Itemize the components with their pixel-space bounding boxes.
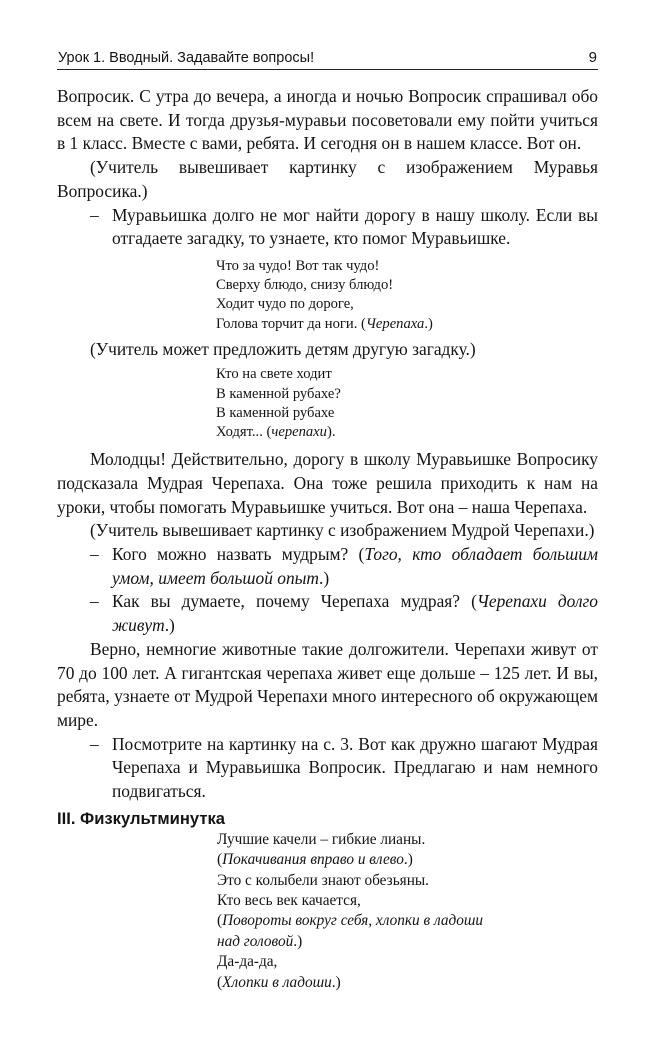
dash-mark: – (90, 733, 99, 754)
riddle-answer: Черепаха (365, 315, 425, 332)
paragraph: (Учитель вывешивает картинку с изображением Муравья Вопросика.) (57, 157, 598, 201)
dash-item: – Кого можно назвать мудрым? (Того, кто обладает большим умом, имеет большой опыт.) (90, 544, 598, 588)
verse-line: Кто на свете ходит (216, 366, 332, 383)
exercise-poem (217, 830, 598, 993)
dash-mark: – (90, 204, 99, 225)
dash-item-text: Посмотрите на картинку на с. 3. Вот как дружно шагают Мудрая Черепаха и Муравьишка Вопросик. Предлагаю и нам немного подвигаться. (112, 733, 598, 802)
movement-note: Повороты вокруг себя, хлопки в ладоши (222, 912, 484, 930)
paragraph: Молодцы! Действительно, дорогу в школу Муравьишке Вопросику подсказала Мудрая Черепаха. Она тоже решила приходить к нам на уроки, чтобы помогать Муравьишке учиться. Вот она – наша Черепаха. (57, 449, 598, 517)
dash-item: – Как вы думаете, почему Черепаха мудрая? (Черепахи долго живут.) (90, 591, 599, 636)
poem-line: Да-да-да, (217, 953, 278, 971)
movement-note: Покачивания вправо и влево (222, 851, 404, 869)
poem-line: (Повороты вокруг себя, хлопки в ладоши (217, 912, 484, 930)
poem-line: Лучшие качели – гибкие лианы. (217, 830, 426, 848)
riddle-verse (216, 257, 598, 334)
paragraph: (Учитель может предложить детям другую загадку.) (90, 338, 476, 359)
verse-line: Ходит чудо по дороге, (216, 296, 354, 313)
dash-mark: – (90, 544, 99, 565)
running-header-title: Урок 1. Вводный. Задавайте вопросы! (58, 50, 315, 66)
verse-line: В каменной рубахе (216, 404, 335, 421)
poem-line: Кто весь век качается, (217, 892, 361, 910)
page-body (57, 85, 598, 993)
paragraph: Верно, немногие животные такие долгожители. Черепахи живут от 70 до 100 лет. А гигантская черепаха живет еще дольше – 125 лет. И вы, ребята, узнаете от Мудрой Черепахи много интересного об окружающем мире. (57, 638, 598, 730)
verse-line: Сверху блюдо, снизу блюдо! (216, 277, 394, 294)
verse-line: Голова торчит да ноги. (Черепаха.) (216, 315, 433, 332)
answer-italic: Того, кто обладает большим умом, имеет большой опыт (112, 544, 598, 588)
paragraph: Вопросик. С утра до вечера, а иногда и ночью Вопросик спрашивал обо всем на свете. И тогда друзья-муравьи посоветовали ему пойти учиться в 1 класс. Вместе с вами, ребята. И сегодня он в нашем классе. Вот он. (57, 86, 598, 154)
poem-line: над головой.) (217, 932, 303, 950)
verse-line: Что за чудо! Вот так чудо! (216, 257, 380, 274)
answer-italic: Черепахи долго живут (112, 591, 599, 636)
poem-line: (Покачивания вправо и влево.) (217, 851, 413, 869)
book-page (57, 0, 598, 1048)
movement-note: над головой (217, 932, 294, 950)
running-header (57, 47, 598, 70)
dash-item (57, 204, 598, 251)
dash-mark: – (90, 591, 99, 612)
page-number: 9 (588, 49, 597, 66)
poem-line: Это с колыбели знают обезьяны. (217, 871, 429, 889)
paragraph: (Учитель вывешивает картинку с изображением Мудрой Черепахи.) (90, 520, 595, 541)
dash-item-text: Муравьишка долго не мог найти дорогу в нашу школу. Если вы отгадаете загадку, то узнаете, кто помог Муравьишке. (112, 204, 598, 249)
section-heading: III. Физкультминутка (57, 808, 225, 828)
verse-line: В каменной рубахе? (216, 385, 341, 402)
movement-note: Хлопки в ладоши (222, 973, 332, 991)
riddle-answer: черепахи (271, 424, 327, 441)
riddle-verse (216, 365, 598, 442)
poem-line: (Хлопки в ладоши.) (217, 973, 341, 991)
verse-line: Ходят... (черепахи). (216, 424, 336, 441)
dash-item (57, 733, 598, 804)
